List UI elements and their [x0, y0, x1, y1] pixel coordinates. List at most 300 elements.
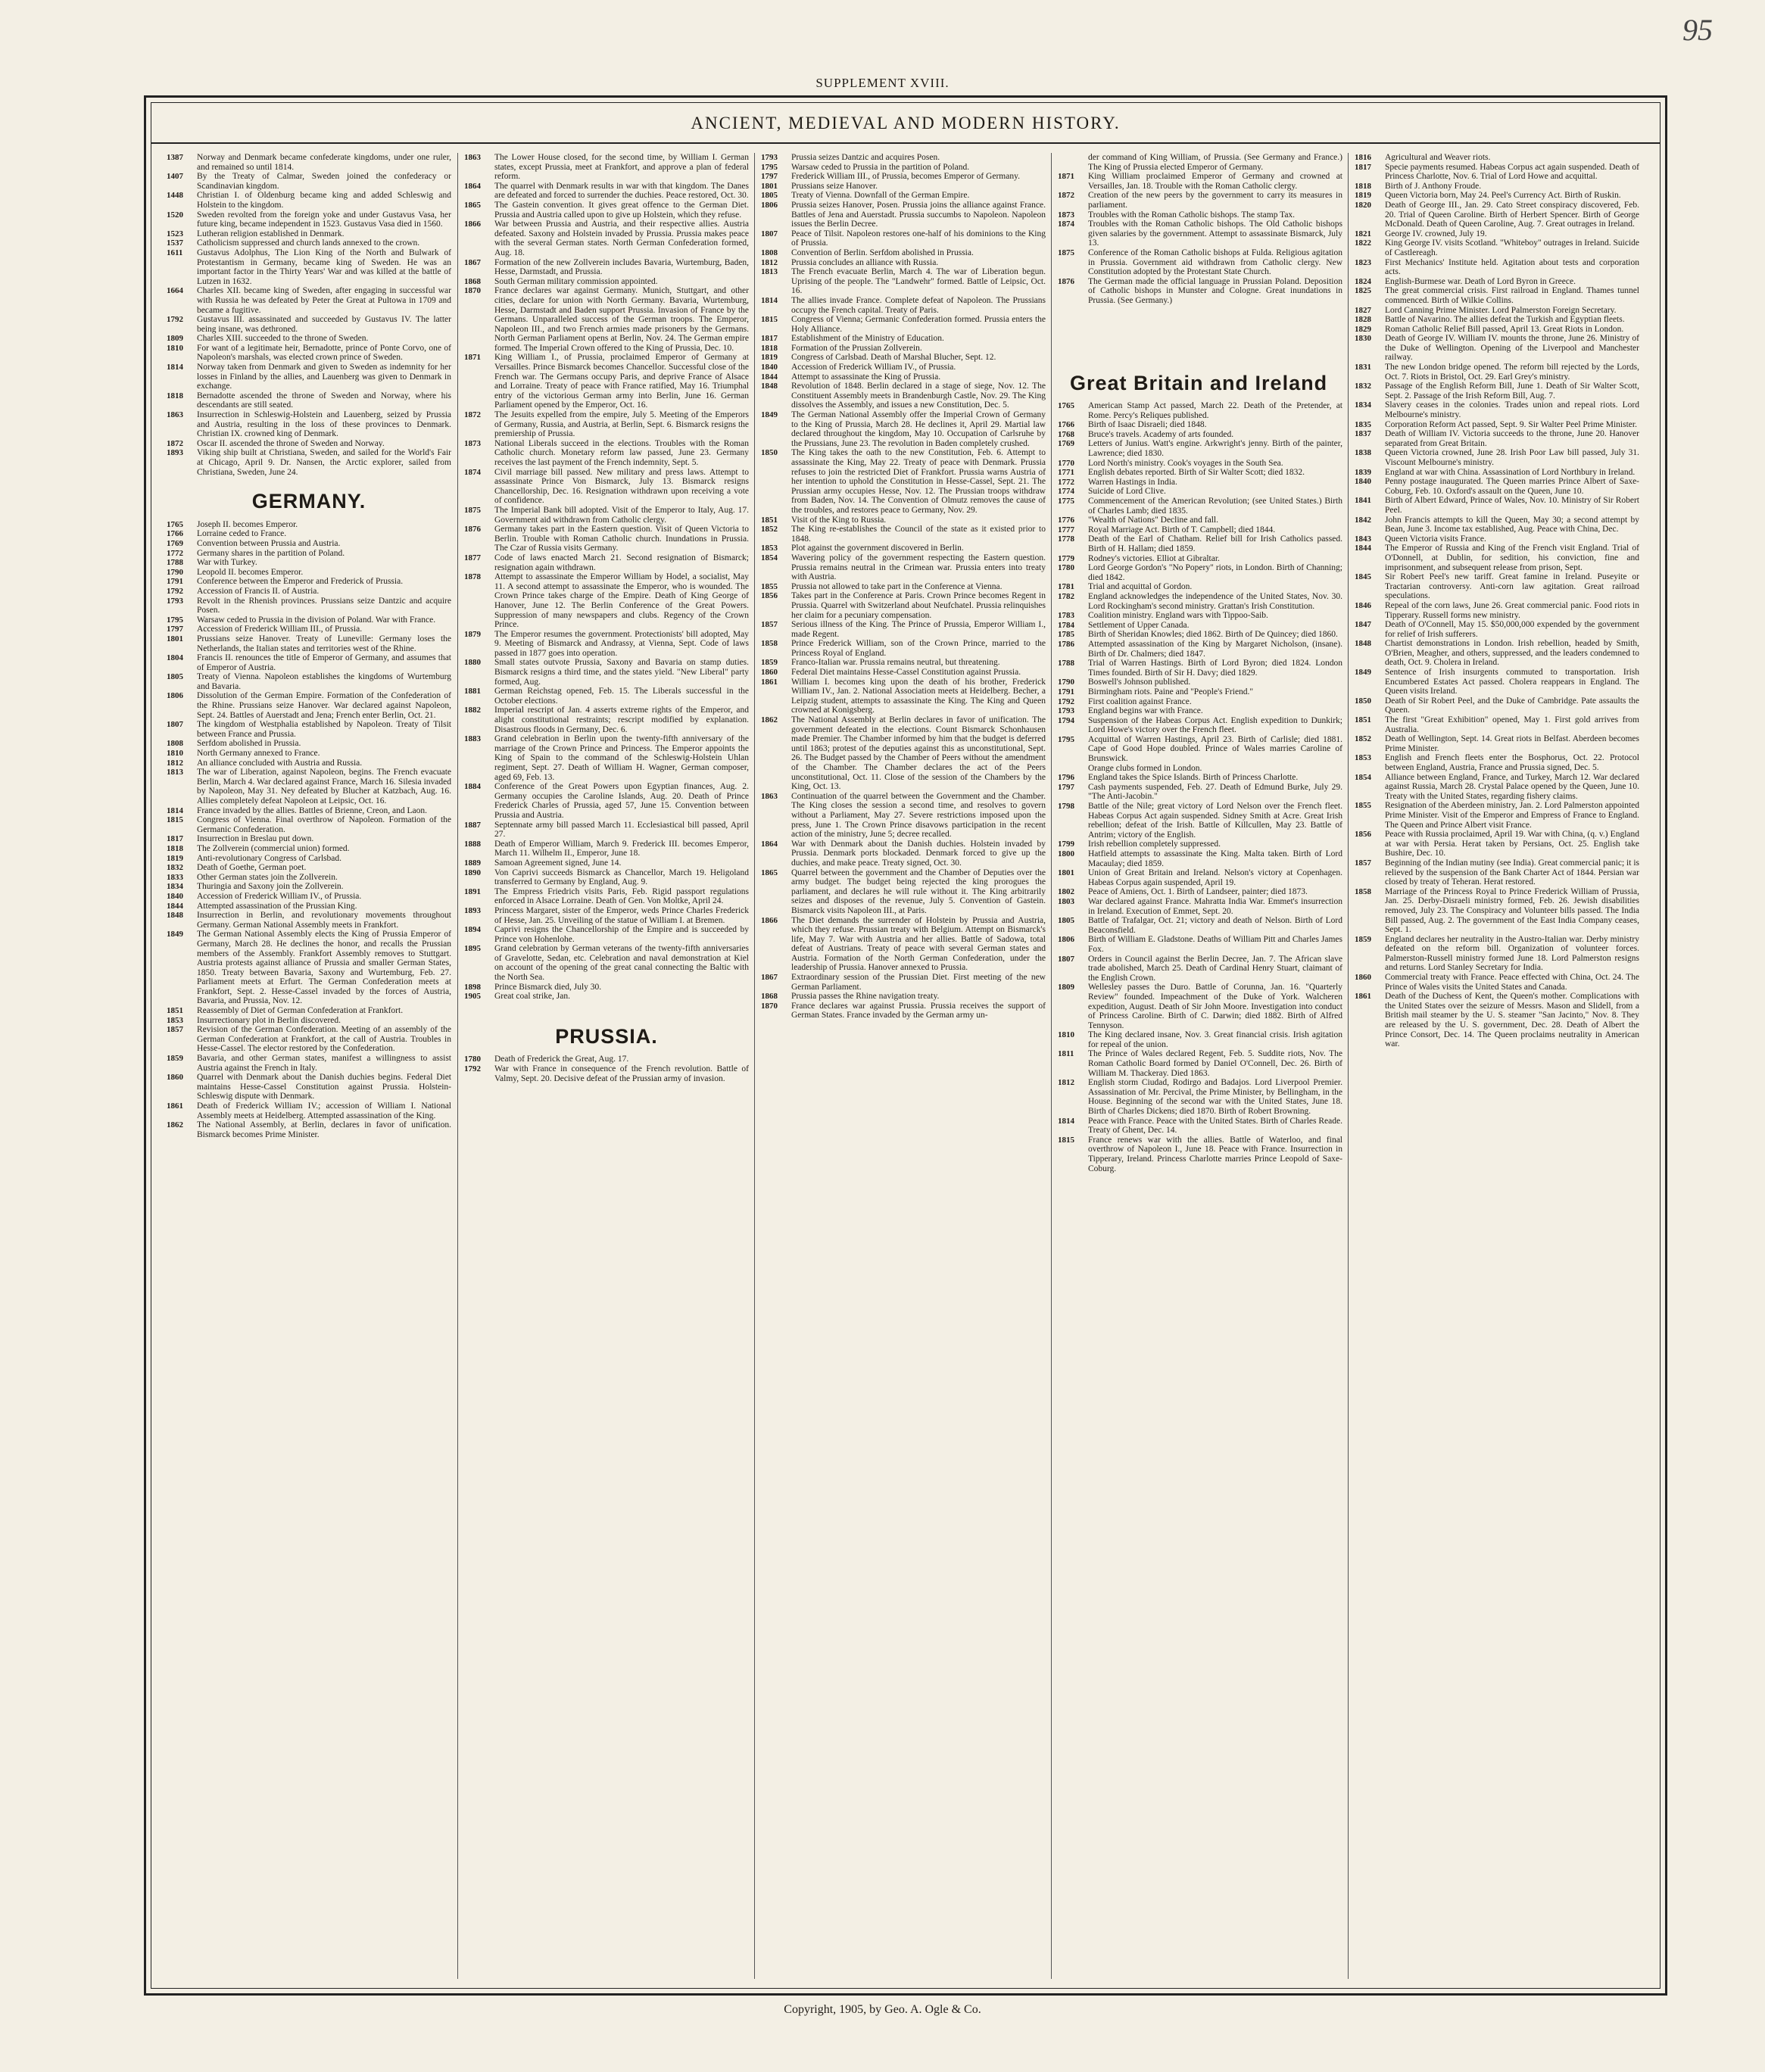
timeline-entry — [464, 1055, 749, 1064]
timeline-entry — [761, 258, 1046, 268]
column-spacer — [464, 1002, 749, 1012]
entry-year: 1802 — [1058, 887, 1074, 897]
timeline-entry — [464, 887, 749, 906]
timeline-entry — [464, 277, 749, 287]
entry-year: 1818 — [167, 843, 183, 853]
entry-year: 1812 — [1058, 1078, 1074, 1088]
timeline-entry — [167, 520, 451, 530]
timeline-entry — [1058, 983, 1342, 1030]
entry-text: Death of Frederick the Great, Aug. 17. — [494, 1055, 629, 1064]
entry-text: Creation of the new peers by the government to carry its measures in parliament. — [1088, 191, 1342, 210]
timeline-entry — [761, 1002, 1046, 1020]
column-4 — [1051, 153, 1349, 1979]
entry-year: 1867 — [464, 257, 481, 267]
entry-year: 1814 — [167, 363, 183, 372]
entry-year: 1833 — [167, 872, 183, 882]
entry-year: 1797 — [167, 625, 183, 634]
timeline-entry — [1058, 1030, 1342, 1049]
entry-year: 1857 — [167, 1025, 183, 1035]
timeline-entry — [1355, 229, 1639, 239]
entry-text: Viking ship built at Christiana, Sweden, and sailed for the World's Fair at Chicago, April 9. Dr. Nansen, the Arctic explorer, sailed from Christiana, Sweden, June 24. — [197, 448, 451, 477]
entry-text: Death of Goethe, German poet. — [197, 863, 307, 873]
entry-year: 1862 — [167, 1120, 183, 1130]
timeline-entry — [1355, 935, 1639, 973]
timeline-entry — [1058, 277, 1342, 306]
timeline-entry — [1355, 801, 1639, 830]
timeline-entry — [761, 658, 1046, 668]
timeline-entry — [761, 229, 1046, 248]
entry-text: Plot against the government discovered in Berlin. — [791, 544, 964, 553]
entry-text: Franco-Italian war. Prussia remains neutral, but threatening. — [791, 658, 1000, 668]
timeline-entry — [761, 525, 1046, 544]
timeline-entry — [761, 678, 1046, 715]
entry-year: 1782 — [1058, 591, 1074, 601]
entry-text: Lorraine ceded to France. — [197, 529, 287, 539]
entry-year: 1805 — [1058, 916, 1074, 926]
entry-year: 1778 — [1058, 534, 1074, 544]
entry-year: 1775 — [1058, 497, 1074, 506]
entry-year: 1882 — [464, 706, 481, 715]
timeline-entry — [1058, 630, 1342, 640]
timeline-entry — [167, 587, 451, 597]
entry-year: 1779 — [1058, 553, 1074, 563]
timeline-entry — [1355, 258, 1639, 277]
entry-year: 1796 — [1058, 773, 1074, 783]
timeline-entry — [1355, 601, 1639, 620]
entry-year: 1849 — [761, 410, 778, 420]
timeline-entry — [1355, 973, 1639, 992]
entry-year: 1838 — [1355, 448, 1371, 458]
entry-year: 1817 — [761, 334, 778, 344]
timeline-entry — [1355, 153, 1639, 163]
entry-year: 1860 — [1355, 973, 1371, 983]
entry-text: Norway and Denmark became confederate kingdoms, under one ruler, and remained so until 1814. — [197, 153, 451, 172]
timeline-entry — [464, 821, 749, 840]
entry-text: Civil marriage bill passed. New military and press laws. Attempt to assassinate Prince Von Bismarck, July 13. Bismarck resigns Chancellorship, Dec. 16. Resignation withdrawn upon receiving a vote of confidence. — [494, 467, 749, 506]
entry-year: 1523 — [167, 229, 183, 238]
timeline-entry — [761, 372, 1046, 382]
timeline-entry — [464, 983, 749, 992]
timeline-entry — [761, 334, 1046, 344]
entry-text: North Germany annexed to France. — [197, 749, 320, 759]
timeline-entry — [1355, 306, 1639, 316]
entry-year: 1803 — [1058, 896, 1074, 906]
entry-year: 1824 — [1355, 276, 1371, 286]
entry-year: 1819 — [167, 853, 183, 863]
timeline-entry — [761, 363, 1046, 372]
timeline-entry — [1058, 868, 1342, 887]
timeline-entry — [167, 615, 451, 625]
timeline-entry — [1355, 516, 1639, 534]
entry-text: Takes part in the Conference at Paris. Crown Prince becomes Regent in Prussia. Quarrel with Switzerland about Neufchatel. Prussia relinquishes her claim for a pecuniary compensation. — [791, 591, 1046, 620]
entry-text: The Jesuits expelled from the empire, July 5. Meeting of the Emperors of Germany, Russia, and Austria, at Berlin, Sept. 6. Bismarck resigns the premiership of Prussia. — [494, 410, 749, 439]
entry-year: 1855 — [1355, 801, 1371, 811]
entry-text: Germany takes part in the Eastern question. Visit of Queen Victoria to Berlin. Trouble with Roman Catholic church. Inundations in Prussia. The Czar of Russia visits Germany. — [494, 525, 749, 553]
entry-text: Suicide of Lord Clive. — [1088, 487, 1166, 497]
entry-year: 1874 — [464, 467, 481, 477]
entry-text: Letters of Junius. Watt's engine. Arkwright's jenny. Birth of the painter, Lawrence; died 1830. — [1088, 439, 1342, 459]
entry-year: 1766 — [167, 529, 183, 539]
entry-year: 1859 — [1355, 934, 1371, 944]
entry-text: Death of William IV. Victoria succeeds to the throne, June 20. Hanover separated from Great Britain. — [1385, 429, 1639, 448]
entry-year: 1844 — [1355, 544, 1371, 553]
entry-text: France declares war against Prussia. Prussia receives the support of German States. France invaded by the German army un- — [791, 1001, 1046, 1020]
timeline-entry — [464, 734, 749, 782]
timeline-entry — [464, 944, 749, 982]
entry-year: 1788 — [167, 558, 183, 568]
entry-year: 1848 — [761, 382, 778, 391]
columns-container — [161, 153, 1651, 1979]
entry-year: 1784 — [1058, 620, 1074, 630]
timeline-entry — [167, 902, 451, 911]
timeline-entry — [1355, 382, 1639, 400]
timeline-entry — [1058, 439, 1342, 458]
entry-text: Quarrel with Denmark about the Danish duchies begins. Federal Diet maintains Hesse-Cassel Constitution against Prussia. Holstein-Schleswig dispute with Denmark. — [197, 1073, 451, 1101]
entry-text: Suspension of the Habeas Corpus Act. English expedition to Dunkirk; Lord Howe's victory over the French fleet. — [1088, 715, 1342, 735]
timeline-entry — [167, 238, 451, 248]
timeline-entry — [464, 906, 749, 925]
entry-year: 1806 — [1058, 935, 1074, 945]
entry-text: Germany shares in the partition of Poland. — [197, 548, 345, 558]
entry-year: 1520 — [167, 210, 183, 220]
entry-text: Resignation of the Aberdeen ministry, Jan. 2. Lord Palmerston appointed Prime Minister. Visit of the Emperor and Empress of France to England. The Queen and Prince Albert visit France. — [1385, 801, 1639, 830]
entry-year: 1814 — [761, 295, 778, 305]
timeline-entry — [1058, 459, 1342, 469]
timeline-entry — [167, 882, 451, 892]
timeline-entry — [1355, 887, 1639, 935]
timeline-entry — [1058, 955, 1342, 983]
entry-text: Grand celebration in Berlin upon the twenty-fifth anniversary of the marriage of the Crown Prince and Princess. The Emperor appoints the King of Spain to the command of the Schleswig-Holstein Uhlan regiment, Sept. 27. Death of William H. Wagner, German composer, aged 69, Feb. 13. — [494, 734, 749, 782]
entry-text: The quarrel with Denmark results in war with that kingdom. The Danes are defeated and forced to surrender the duchies. Peace restored, Oct. 30. — [494, 181, 749, 201]
entry-text: Queen Victoria crowned, June 28. Irish Poor Law bill passed, July 31. Viscount Melbourne's ministry. — [1385, 448, 1639, 467]
entry-text: The Lower House closed, for the second time, by William I. German states, except Prussia, meet at Frankfort, and approve a plan of federal reform. — [494, 153, 749, 182]
timeline-entry — [464, 1064, 749, 1083]
entry-year: 1848 — [1355, 639, 1371, 649]
entry-year: 1857 — [1355, 858, 1371, 868]
entry-text: England takes the Spice Islands. Birth of Princess Charlotte. — [1088, 773, 1299, 783]
entry-year: 1788 — [1058, 659, 1074, 668]
entry-text: France declares war against Germany. Munich, Stuttgart, and other cities, declare for union with North Germany. Bavaria, Wurtemburg, Hesse, Darmstadt and Baden support Prussia. Invasion of France by the Germans. Unparalleled success of the German troops. The Emperor, Napoleon III., and two French armies made prisoners by the Germans. North German Parliament opens at Berlin, Nov. 24. The German empire formed. The Imperial Crown offered to the King of Prussia, Dec. 10. — [494, 286, 749, 353]
entry-year: 1790 — [1058, 678, 1074, 687]
timeline-entry — [1058, 210, 1342, 220]
entry-text: English and French fleets enter the Bosphorus, Oct. 22. Protocol between England, Austria, France and Prussia signed, Dec. 5. — [1385, 753, 1639, 772]
entry-text: Von Caprivi succeeds Bismarck as Chancellor, March 19. Heligoland transferred to Germany by England, Aug. 9. — [494, 868, 749, 887]
entry-text: Trial of Warren Hastings. Birth of Lord Byron; died 1824. London Times founded. Birth of Sir H. Davy; died 1829. — [1088, 659, 1342, 678]
timeline-entry — [464, 353, 749, 410]
timeline-entry — [1355, 544, 1639, 572]
entry-year: 1864 — [761, 839, 778, 849]
entry-year: 1797 — [1058, 782, 1074, 792]
timeline-entry — [1058, 659, 1342, 678]
entry-text: Birth of William E. Gladstone. Deaths of William Pitt and Charles James Fox. — [1088, 935, 1342, 954]
timeline-entry — [761, 639, 1046, 658]
entry-text: Hatfield attempts to assassinate the King. Malta taken. Birth of Lord Macaulay; died 1859. — [1088, 849, 1342, 868]
entry-text: Treaty of Vienna. Napoleon establishes the kingdoms of Wurtemburg and Bavaria. — [197, 672, 451, 691]
entry-year: 1841 — [1355, 496, 1371, 506]
entry-text: War with Turkey. — [197, 558, 257, 568]
entry-text: Congress of Vienna; Germanic Confederation formed. Prussia enters the Holy Alliance. — [791, 315, 1046, 334]
entry-text: Oscar II. ascended the throne of Sweden and Norway. — [197, 438, 385, 448]
entry-year: 1861 — [1355, 992, 1371, 1002]
timeline-entry — [1058, 153, 1342, 172]
entry-year: 1843 — [1355, 534, 1371, 544]
timeline-entry — [464, 201, 749, 220]
entry-year — [1058, 153, 1088, 172]
entry-text: The great commercial crisis. First railroad in England. Thames tunnel commenced. Birth of Wilkie Collins. — [1385, 286, 1639, 305]
entry-text: Attempted assassination of the Prussian King. — [197, 901, 357, 911]
entry-year: 1811 — [1058, 1049, 1074, 1059]
timeline-entry — [167, 315, 451, 334]
timeline-entry — [167, 854, 451, 864]
entry-text: Dissolution of the German Empire. Formation of the Confederation of the Rhine. Prussians seize Hanover. War declared against Napoleon, Sept. 24. Battles of Auerstadt and Jena; French enter Berlin, Oct. 21. — [197, 691, 451, 720]
entry-text: The National Assembly at Berlin declares in favor of unification. The government defeated in the elections. Count Bismarck Schonhausen made Premier. The Chamber informed by him that the budget is deferred until 1863; protest of the deputies against this as unconstitutional, Sept. 26. The Budget passed by the Chamber of Peers without the amendment of the Chamber. The Chamber declares the act of the Peers unconstitutional, Oct. 11. Close of the session of the Chambers by the King, Oct. 13. — [791, 715, 1046, 792]
entry-text: Attempted assassination of the King by Margaret Nicholson, (insane). Birth of Dr. Chalmers; died 1847. — [1088, 639, 1342, 659]
entry-year: 1893 — [464, 905, 481, 915]
timeline-entry — [167, 153, 451, 172]
entry-text: Revolt in the Rhenish provinces. Prussians seize Dantzic and acquire Posen. — [197, 596, 451, 615]
entry-text: Death of O'Connell, May 15. $50,000,000 expended by the government for relief of Irish sufferers. — [1385, 620, 1639, 639]
entry-text: Birth of J. Anthony Froude. — [1385, 181, 1482, 191]
entry-year: 1849 — [1355, 668, 1371, 678]
timeline-entry — [167, 558, 451, 568]
entry-year: 1871 — [464, 353, 481, 363]
entry-year: 1664 — [167, 286, 183, 296]
entry-text: The new London bridge opened. The reform bill rejected by the Lords, Oct. 7. Riots in Bristol, Oct. 29. Earl Grey's ministry. — [1385, 363, 1639, 382]
entry-year: 1780 — [1058, 563, 1074, 573]
entry-year: 1799 — [1058, 840, 1074, 849]
timeline-entry — [167, 1073, 451, 1101]
entry-year: 1891 — [464, 886, 481, 896]
entry-text: Orders in Council against the Berlin Decree, Jan. 7. The African slave trade abolished, March 25. Death of Cardinal Henry Stuart, claimant of the English Crown. — [1088, 954, 1342, 983]
entry-text: Queen Victoria born, May 24. Peel's Currency Act. Birth of Ruskin. — [1385, 191, 1621, 201]
timeline-entry — [1058, 563, 1342, 582]
entry-year: 1813 — [761, 267, 778, 277]
entry-year: 1877 — [464, 553, 481, 562]
entry-text: Lord George Gordon's "No Popery" riots, in London. Birth of Channing; died 1842. — [1088, 563, 1342, 582]
entry-year: 1850 — [761, 448, 778, 458]
timeline-entry — [761, 516, 1046, 525]
timeline-entry — [167, 248, 451, 286]
entry-text: Birth of Sheridan Knowles; died 1862. Birth of De Quincey; died 1860. — [1088, 630, 1338, 640]
entry-text: England at war with China. Assassination of Lord Northbury in Ireland. — [1385, 467, 1636, 477]
entry-year: 1809 — [1058, 983, 1074, 992]
entry-text: Commercial treaty with France. Peace effected with China, Oct. 24. The Prince of Wales visits the United States and Canada. — [1385, 973, 1639, 992]
timeline-entry — [1058, 1117, 1342, 1136]
timeline-entry — [1355, 429, 1639, 448]
entry-year: 1865 — [464, 200, 481, 210]
entry-text: The first "Great Exhibition" opened, May 1. First gold arrives from Australia. — [1385, 715, 1639, 734]
timeline-entry — [1355, 496, 1639, 515]
entry-year: 1791 — [167, 577, 183, 587]
entry-year: 1873 — [464, 438, 481, 448]
timeline-entry — [1058, 802, 1342, 840]
timeline-entry — [1355, 315, 1639, 325]
entry-year: 1872 — [464, 410, 481, 420]
entry-year: 1848 — [167, 911, 183, 921]
entry-text: Beginning of the Indian mutiny (see India). Great commercial panic; it is relieved by the suspension of the Bank Charter Act of 1844. Persian war closed by treaty of Teheran. Herat restored. — [1385, 858, 1639, 887]
entry-year: 1790 — [167, 567, 183, 577]
entry-year: 1785 — [1058, 630, 1074, 640]
entry-year: 1817 — [1355, 162, 1371, 172]
timeline-entry — [761, 973, 1046, 992]
timeline-entry — [1058, 897, 1342, 916]
entry-year: 1844 — [761, 372, 778, 382]
entry-year: 1858 — [1355, 886, 1371, 896]
timeline-entry — [167, 806, 451, 816]
timeline-entry — [464, 506, 749, 525]
document-frame — [144, 95, 1667, 1996]
entry-year: 1766 — [1058, 420, 1074, 430]
entry-text: Prussia concludes an alliance with Russia. — [791, 257, 939, 267]
entry-year: 1816 — [1355, 153, 1371, 162]
timeline-entry — [761, 792, 1046, 840]
entry-text: Penny postage inaugurated. The Queen marries Prince Albert of Saxe-Coburg, Feb. 10. Oxford's assault on the Queen, June 10. — [1385, 477, 1639, 496]
entry-text: der command of King William, of Prussia. (See Germany and France.) The King of Prussia elected Emperor of Germany. — [1088, 153, 1342, 172]
timeline-entry — [167, 410, 451, 439]
entry-text: Death of Sir Robert Peel, and the Duke of Cambridge. Pate assaults the Queen. — [1385, 696, 1639, 715]
entry-text: Other German states join the Zollverein. — [197, 872, 338, 882]
timeline-entry — [1355, 201, 1639, 229]
entry-year: 1856 — [761, 591, 778, 601]
timeline-entry — [1058, 706, 1342, 716]
entry-year: 1768 — [1058, 429, 1074, 439]
entry-text: Royal Marriage Act. Birth of T. Campbell; died 1844. — [1088, 525, 1276, 534]
timeline-entry — [1058, 840, 1342, 849]
entry-text: Trial and acquittal of Gordon. — [1088, 582, 1193, 592]
entry-year: 1859 — [167, 1054, 183, 1064]
timeline-entry — [167, 749, 451, 759]
entry-text: Repeal of the corn laws, June 26. Great commercial panic. Food riots in Tipperary. Russell forms new ministry. — [1385, 600, 1639, 620]
entry-year: 1857 — [761, 620, 778, 630]
timeline-entry — [761, 163, 1046, 173]
entry-year: 1771 — [1058, 468, 1074, 478]
timeline-entry — [1355, 238, 1639, 257]
entry-year: 1853 — [761, 544, 778, 553]
entry-year: 1793 — [761, 153, 778, 162]
timeline-entry — [464, 220, 749, 257]
timeline-entry — [1058, 640, 1342, 659]
entry-year: 1876 — [464, 525, 481, 534]
entry-year: 1865 — [761, 868, 778, 877]
timeline-entry — [761, 668, 1046, 678]
entry-text: Bruce's travels. Academy of arts founded. — [1088, 429, 1234, 439]
timeline-entry — [167, 759, 451, 768]
entry-year: 1871 — [1058, 172, 1074, 182]
timeline-entry — [1058, 487, 1342, 497]
timeline-entry — [761, 992, 1046, 1002]
entry-year: 1872 — [167, 438, 183, 448]
entry-year: 1825 — [1355, 286, 1371, 296]
entry-year: 1853 — [1355, 753, 1371, 763]
entry-year: 1893 — [167, 448, 183, 458]
entry-year: 1807 — [167, 720, 183, 730]
entry-year: 1537 — [167, 238, 183, 248]
timeline-entry — [1355, 620, 1639, 639]
entry-year: 1828 — [1355, 315, 1371, 325]
timeline-entry — [1355, 992, 1639, 1049]
timeline-entry — [464, 286, 749, 353]
entry-year: 1772 — [167, 548, 183, 558]
entry-year: 1894 — [464, 925, 481, 935]
entry-text: Thuringia and Saxony join the Zollverein. — [197, 882, 344, 892]
entry-year: 1808 — [761, 248, 778, 257]
timeline-entry — [167, 892, 451, 902]
entry-year: 1801 — [761, 181, 778, 191]
timeline-entry — [464, 572, 749, 630]
entry-text: Federal Diet maintains Hesse-Cassel Constitution against Prussia. — [791, 668, 1021, 678]
entry-text: Grand celebration by German veterans of the twenty-fifth anniversaries of Gravelotte, Sedan, etc. Celebration and naval demonstration at Kiel on account of the opening of the great canal connecting the Baltic with the North Sea. — [494, 944, 749, 983]
entry-year: 1810 — [167, 343, 183, 353]
entry-year: 1837 — [1355, 429, 1371, 439]
entry-text: Rodney's victories. Elliot at Gibraltar. — [1088, 553, 1220, 563]
entry-year: 1830 — [1355, 334, 1371, 344]
entry-year: 1854 — [761, 553, 778, 562]
timeline-entry — [167, 172, 451, 191]
entry-text: Warsaw ceded to Prussia in the division of Poland. War with France. — [197, 615, 436, 625]
entry-text: Sweden revolted from the foreign yoke and under Gustavus Vasa, her future king, became independent in 1523. Gustavus Vasa died in 1560. — [197, 210, 451, 229]
entry-text: Cash payments suspended, Feb. 27. Death of Edmund Burke, July 29. "The Anti-Jacobin." — [1088, 782, 1342, 802]
entry-text: Sentence of Irish insurgents commuted to transportation. Irish Encumbered Estates Act passed. Cholera reappears in England. The Queen visits Ireland. — [1385, 668, 1639, 696]
entry-year: 1792 — [167, 586, 183, 596]
entry-text: The King re-establishes the Council of the state as it existed prior to 1848. — [791, 525, 1046, 544]
timeline-entry — [464, 658, 749, 687]
entry-year: 1867 — [761, 973, 778, 983]
timeline-entry — [1355, 639, 1639, 668]
entry-text: The Prince of Wales declared Regent, Feb. 5. Suddite riots, Nov. The Roman Catholic Board formed by Daniel O'Connell, Dec. 26. Birth of William M. Thackeray. Died 1863. — [1088, 1049, 1342, 1078]
entry-year: 1820 — [1355, 200, 1371, 210]
entry-text: Gustavus Adolphus, The Lion King of the North and Bulwark of Protestantism in Germany, became king of Sweden. He was an important factor in the Thirty Years' War and was killed at the battle of Lutzen in 1632. — [197, 248, 451, 286]
entry-year: 1844 — [167, 901, 183, 911]
entry-text: Anti-revolutionary Congress of Carlsbad. — [197, 853, 341, 863]
entry-text: Attempt to assassinate the Emperor William by Hodel, a socialist, May 11. A second attempt to assassinate the Emperor, who is wounded. The Crown Prince takes charge of the Empire. Death of King George of Hanover, June 12. The Berlin Conference of the Great Powers. Suppression of many newspapers and clubs. Regency of the Crown Prince. — [494, 572, 749, 630]
entry-text: Battle of Trafalgar, Oct. 21; victory and death of Nelson. Birth of Lord Beaconsfield. — [1088, 916, 1342, 935]
timeline-entry — [1058, 1049, 1342, 1078]
timeline-entry — [167, 529, 451, 539]
entry-year: 1810 — [167, 749, 183, 759]
timeline-entry — [1058, 172, 1342, 191]
entry-year: 1781 — [1058, 582, 1074, 592]
entry-text: Francis II. renounces the title of Emperor of Germany, and assumes that of Emperor of Austria. — [197, 653, 451, 672]
column-spacer — [1058, 306, 1342, 359]
entry-text: Marriage of the Princess Royal to Prince Frederick William of Prussia, Jan. 25. Derby-Disraeli ministry formed, Feb. 26. Jewish disabilities removed, July 23. The Conspiracy and Volunteer bills passed. The India Bill passed, Aug. 2. The government of the East India Company ceases, Sept. 1. — [1385, 886, 1639, 935]
entry-text: Extraordinary session of the Prussian Diet. First meeting of the new German Parliament. — [791, 973, 1046, 992]
column-1 — [161, 153, 457, 1979]
entry-text: Congress of Vienna. Final overthrow of Napoleon. Formation of the Germanic Confederation. — [197, 815, 451, 834]
timeline-entry — [1355, 477, 1639, 496]
entry-text: The King declared insane, Nov. 3. Great financial crisis. Irish agitation for repeal of the union. — [1088, 1030, 1342, 1049]
entry-text: Lord North's ministry. Cook's voyages in the South Sea. — [1088, 458, 1283, 468]
entry-text: Peace with Russia proclaimed, April 19. War with China, (q. v.) England at war with Persia. Herat taken by Persians, Oct. 25. English take Bushire, Dec. 10. — [1385, 830, 1639, 858]
timeline-entry — [167, 720, 451, 739]
entry-year: 1854 — [1355, 772, 1371, 782]
timeline-entry — [167, 634, 451, 653]
entry-year: 1822 — [1355, 238, 1371, 248]
timeline-entry — [167, 1006, 451, 1016]
timeline-entry — [761, 916, 1046, 974]
entry-text: Peace of Amiens, Oct. 1. Birth of Landseer, painter; died 1873. — [1088, 887, 1308, 897]
entry-text: The National Assembly, at Berlin, declares in favor of unification. Bismarck becomes Prime Minister. — [197, 1120, 451, 1139]
entry-text: Battle of the Nile; great victory of Lord Nelson over the French fleet. Habeas Corpus Act again suspended. Sidney Smith at Acre. Great Irish rebellion; defeat of the Irish. Battle of Killcullen, May 23. Battle of Antrim; victory of the English. — [1088, 802, 1342, 840]
entry-text: Prussians seize Hanover. Treaty of Luneville: Germany loses the Netherlands, the Italian states and territories west of the Rhine. — [197, 634, 451, 653]
timeline-entry — [1058, 764, 1342, 774]
timeline-entry — [167, 844, 451, 854]
entry-year: 1887 — [464, 820, 481, 830]
timeline-entry — [761, 715, 1046, 792]
timeline-entry — [1355, 420, 1639, 430]
timeline-entry — [1355, 448, 1639, 467]
entry-text: Lutheran religion established in Denmark. — [197, 229, 345, 238]
entry-year: 1815 — [167, 815, 183, 825]
